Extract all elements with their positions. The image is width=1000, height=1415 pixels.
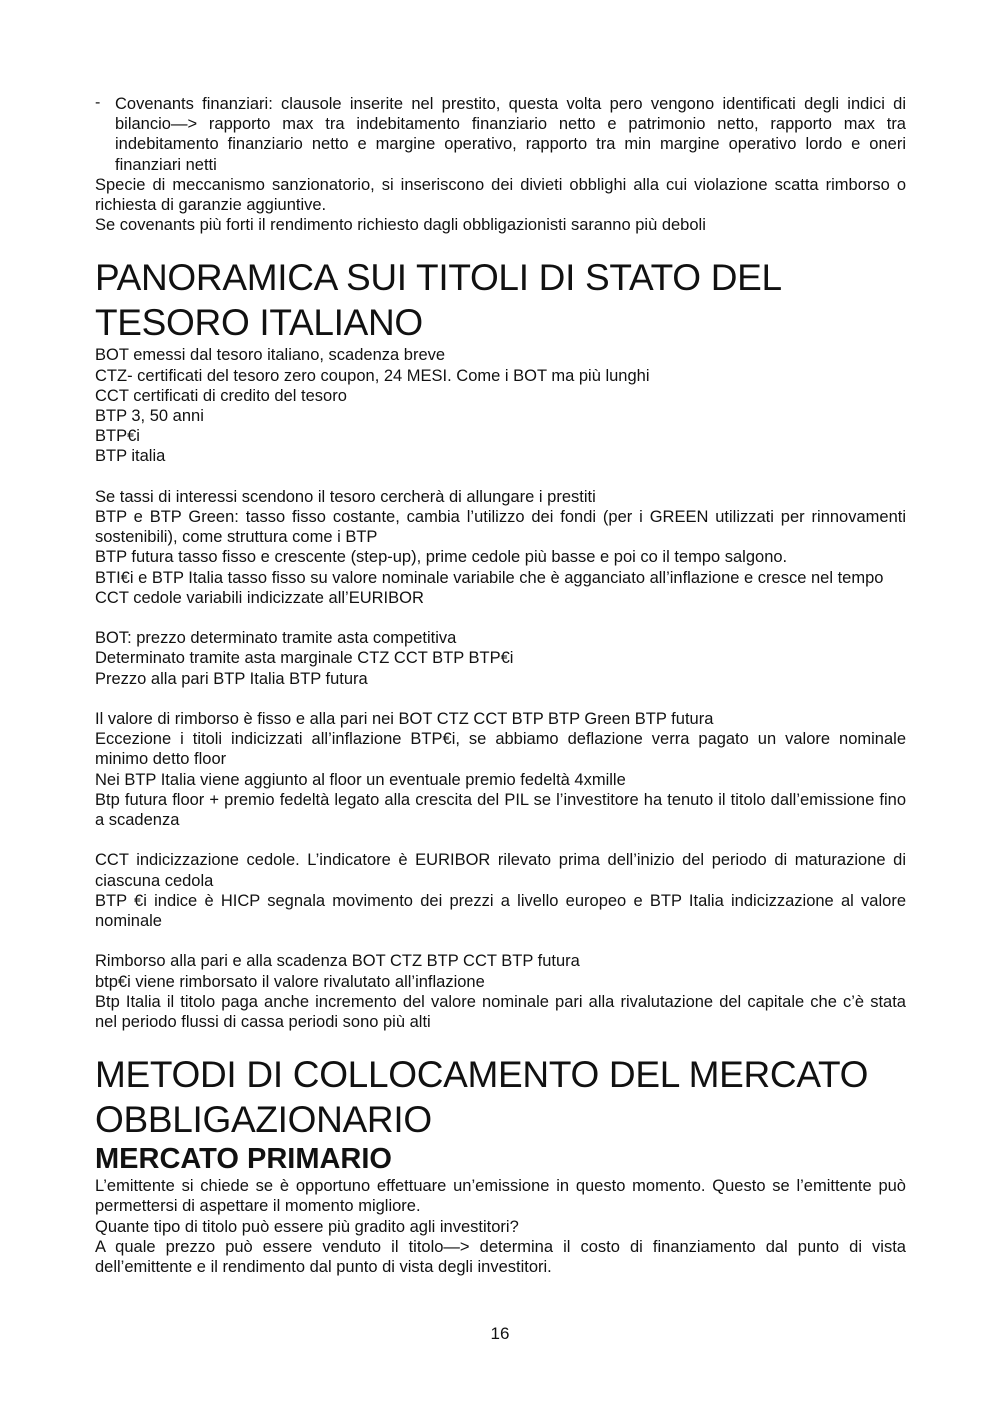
paragraph: BOT: prezzo determinato tramite asta competitiva [95, 629, 457, 648]
paragraph: BTP italia [95, 447, 166, 466]
section-heading-titoli-di-stato: PANORAMICA SUI TITOLI DI STATO DEL TESORO ITALIANO [95, 257, 781, 344]
paragraph: BTI€i e BTP Italia tasso fisso su valore nominale variabile che è agganciato all’inflazione e cresce nel tempo [95, 568, 884, 587]
paragraph: Se tassi di interessi scendono il tesoro cercherà di allungare i prestiti [95, 487, 596, 506]
paragraph: A quale prezzo può essere venduto il titolo—> determina il costo di finanziamento dal punto di vista dell’emittente e il rendimento dal punto di vista degli investitori. [95, 1237, 906, 1277]
section-heading-metodi-di-collocamento: METODI DI COLLOCAMENTO DEL MERCATO OBBLIGAZIONARIO [95, 1054, 869, 1141]
bullet-dash: - [95, 94, 101, 111]
paragraph: BOT emessi dal tesoro italiano, scadenza breve [95, 346, 446, 365]
paragraph: Specie di meccanismo sanzionatorio, si inseriscono dei divieti obblighi alla cui violazione scatta rimborso o richiesta di garanzie aggiuntive. [95, 175, 906, 215]
paragraph: BTP €i indice è HICP segnala movimento dei prezzi a livello europeo e BTP Italia indicizzazione al valore nominale [95, 891, 906, 931]
paragraph: BTP€i [95, 427, 140, 446]
paragraph: CCT cedole variabili indicizzate all’EURIBOR [95, 588, 424, 607]
paragraph: CTZ- certificati del tesoro zero coupon, 24 MESI. Come i BOT ma più lunghi [95, 366, 650, 385]
paragraph: BTP 3, 50 anni [95, 407, 204, 426]
bullet-item [95, 94, 906, 175]
paragraph: Btp Italia il titolo paga anche incremento del valore nominale pari alla rivalutazione del capitale che c’è stata nel periodo flussi di cassa periodi sono più alti [95, 992, 906, 1032]
paragraph: BTP e BTP Green: tasso fisso costante, cambia l’utilizzo dei fondi (per i GREEN utilizzati per rinnovamenti sostenibili), come struttura come i BTP [95, 508, 906, 547]
paragraph: Quante tipo di titolo può essere più gradito agli investitori? [95, 1217, 519, 1236]
paragraph: Nei BTP Italia viene aggiunto al floor un eventuale premio fedeltà 4xmille [95, 770, 626, 789]
bullet-text: Covenants finanziari: clausole inserite nel prestito, questa volta pero vengono identificati degli indici di bilancio—> rapporto max tra indebitamento finanziario netto e patrimonio netto, rapporto max tra indebitamento finanziario netto e margine operativo, rapporto tra min margine operativo lordo e oneri finanziari netti [115, 95, 906, 174]
paragraph: CCT indicizzazione cedole. L’indicatore è EURIBOR rilevato prima dell’inizio del periodo di maturazione di ciascuna cedola [95, 851, 906, 890]
paragraph: Il valore di rimborso è fisso e alla pari nei BOT CTZ CCT BTP BTP Green BTP futura [95, 710, 714, 729]
paragraph: CCT certificati di credito del tesoro [95, 386, 347, 405]
page-content [95, 94, 906, 1277]
paragraph: L’emittente si chiede se è opportuno effettuare un’emissione in questo momento. Questo se l’emittente può permettersi di aspettare il momento migliore. [95, 1177, 906, 1216]
paragraph: Eccezione i titoli indicizzati all’inflazione BTP€i, se abbiamo deflazione verra pagato un valore nominale minimo detto floor [95, 730, 906, 769]
paragraph: Prezzo alla pari BTP Italia BTP futura [95, 669, 368, 688]
subheading-mercato-primario: MERCATO PRIMARIO [95, 1143, 392, 1176]
paragraph: Rimborso alla pari e alla scadenza BOT CTZ BTP CCT BTP futura [95, 952, 580, 971]
page-number: 16 [490, 1324, 510, 1343]
paragraph: Btp futura floor + premio fedeltà legato alla crescita del PIL se l’investitore ha tenuto il titolo dall’emissione fino a scadenza [95, 790, 906, 830]
paragraph: btp€i viene rimborsato il valore rivalutato all’inflazione [95, 972, 485, 991]
paragraph: Se covenants più forti il rendimento richiesto dagli obbligazionisti saranno più deboli [95, 216, 706, 235]
paragraph: BTP futura tasso fisso e crescente (step-up), prime cedole più basse e poi co il tempo salgono. [95, 548, 788, 567]
paragraph: Determinato tramite asta marginale CTZ CCT BTP BTP€i [95, 649, 514, 668]
